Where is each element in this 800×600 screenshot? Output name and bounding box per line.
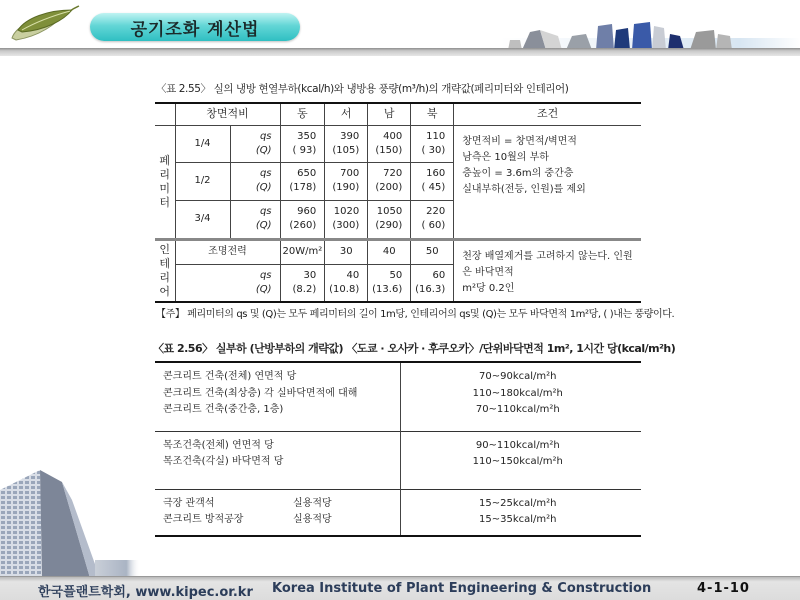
- qs-value: 60: [432, 269, 446, 281]
- load-value-cell: [400, 362, 641, 431]
- qs-value: 1050: [376, 206, 403, 217]
- society-name: 한국플랜트학회, www.kipec.or.kr: [38, 585, 253, 600]
- lighting-value: 20W/m²: [280, 239, 325, 264]
- q-value: (300): [332, 220, 360, 231]
- slide-footer: [0, 576, 800, 600]
- q-value: ( 30): [421, 144, 446, 156]
- table-256-caption: 〈표 2.56〉 실부하 (난방부하의 개략값) 〈도쿄 · 오사카 · 후쿠오카〉/단위바닥면적 1m², 1시간 당(kcal/m²h): [153, 342, 676, 355]
- q-value: (190): [332, 182, 360, 193]
- office-building-image: [0, 470, 140, 578]
- qs-value: 700: [340, 168, 360, 179]
- q-value: ( 93): [292, 144, 317, 156]
- qs-value: 110: [426, 130, 446, 142]
- unit-basis: 실용적당: [293, 497, 332, 509]
- cell-south: [368, 125, 411, 162]
- building-type: 콘크리트 방적공장: [163, 514, 244, 525]
- lighting-value: 40: [368, 239, 411, 264]
- table-256: [155, 361, 641, 537]
- cell-north: [411, 200, 454, 239]
- q-value: (150): [375, 144, 403, 156]
- q-value: (260): [289, 220, 317, 231]
- qs-q-label: [230, 125, 280, 162]
- condition-line: 남측은 10월의 부하: [462, 151, 549, 163]
- label-char: 어: [159, 284, 171, 298]
- window-ratio: 3/4: [175, 200, 230, 239]
- interior-cell: [368, 264, 411, 302]
- load-value: 110~180kcal/m²h: [472, 387, 563, 399]
- institute-name: Korea Institute of Plant Engineering & Construction: [272, 581, 652, 596]
- building-type: 콘크리트 건축(중간층, 1층): [163, 404, 284, 415]
- qs-value: 1020: [333, 206, 360, 217]
- q-value: (178): [289, 182, 317, 193]
- column-header: 동: [280, 103, 325, 125]
- qs-label: qs: [259, 269, 272, 281]
- qs-value: 40: [346, 269, 360, 281]
- cell-south: [368, 162, 411, 200]
- cell-west: [325, 125, 368, 162]
- load-value: 110~150kcal/m²h: [472, 456, 563, 467]
- condition-line: 실내부하(전등, 인원)를 제외: [462, 183, 586, 195]
- perimeter-label: [155, 125, 175, 239]
- column-header: 조건: [454, 103, 641, 125]
- label-char: 리: [159, 270, 171, 284]
- q-value: (105): [332, 144, 360, 156]
- label-char: 리: [159, 167, 171, 181]
- label-char: 인: [159, 242, 171, 256]
- qs-value: 50: [389, 269, 403, 281]
- lighting-value: 50: [411, 239, 454, 264]
- q-value: (290): [375, 220, 403, 231]
- q-label: (Q): [255, 182, 272, 193]
- table-row: [155, 125, 641, 162]
- building-type: 콘크리트 건축(전체) 연면적 당: [163, 371, 297, 382]
- window-ratio: 1/2: [175, 162, 230, 200]
- city-skyline-image: [500, 18, 800, 50]
- cell-east: [280, 125, 325, 162]
- qs-value: 400: [383, 130, 403, 142]
- building-type: 목조건축(각실) 바닥면적 당: [163, 456, 284, 467]
- lighting-value: 30: [325, 239, 368, 264]
- cell-west: [325, 200, 368, 239]
- condition-line: 천장 배열제거를 고려하지 않는다. 인원은 바닥면적: [462, 250, 633, 278]
- table-255-note: 【주】 페리미터의 qs 및 (Q)는 모두 페리미터의 길이 1m당, 인테리어의 qs및 (Q)는 모두 바닥면적 1m²당, ( )내는 풍량이다.: [156, 309, 675, 320]
- table-row: [155, 239, 641, 264]
- label-char: 미: [159, 181, 171, 195]
- condition-line: m²당 0.2인: [462, 282, 515, 294]
- cell-east: [280, 162, 325, 200]
- building-type: 극장 관객석: [163, 497, 215, 509]
- interior-label: [155, 239, 175, 302]
- column-header: 창면적비: [175, 103, 280, 125]
- building-type-line: [163, 496, 394, 513]
- building-type-line: [163, 512, 394, 529]
- unit-basis: 실용적당: [293, 514, 332, 525]
- qs-value: 220: [426, 206, 446, 217]
- q-value: ( 45): [421, 182, 446, 193]
- qs-value: 30: [303, 269, 317, 281]
- table-255: [155, 102, 641, 303]
- q-value: (13.6): [372, 283, 403, 295]
- q-label: (Q): [255, 283, 272, 295]
- cell-north: [411, 125, 454, 162]
- lighting-label: 조명전력: [175, 239, 280, 264]
- q-value: (200): [375, 182, 403, 193]
- table-header-row: [155, 103, 641, 125]
- qs-value: 650: [297, 168, 317, 179]
- header-divider: [0, 48, 800, 56]
- cell-south: [368, 200, 411, 239]
- building-type: 콘크리트 건축(최상층) 각 실바닥면적에 대해: [163, 387, 358, 399]
- slide-header: [0, 0, 800, 58]
- qs-value: 160: [426, 168, 446, 179]
- q-label: (Q): [255, 144, 272, 156]
- q-value: ( 60): [421, 220, 446, 231]
- qs-label: qs: [259, 168, 272, 179]
- column-header: 남: [368, 103, 411, 125]
- load-value-cell: [400, 489, 641, 536]
- table-row-group: [155, 431, 641, 489]
- table-row-group: [155, 362, 641, 431]
- q-value: (8.2): [292, 283, 317, 295]
- q-value: (10.8): [329, 283, 360, 295]
- page-number: 4-1-10: [697, 581, 750, 596]
- load-value: 70~90kcal/m²h: [479, 371, 557, 382]
- cell-east: [280, 200, 325, 239]
- cell-north: [411, 162, 454, 200]
- building-type: 목조건축(전체) 연면적 당: [163, 439, 274, 451]
- table-255-caption: 〈표 2.55〉 실의 냉방 현열부하(kcal/h)와 냉방용 풍량(m³/h)의 개략값(페리미터와 인테리어): [156, 83, 569, 95]
- interior-cell: [280, 264, 325, 302]
- qs-value: 390: [340, 130, 360, 142]
- window-ratio: 1/4: [175, 125, 230, 162]
- corner-cell: [155, 103, 175, 125]
- qs-value: 350: [297, 130, 317, 142]
- q-value: (16.3): [415, 283, 446, 295]
- perimeter-conditions: [454, 125, 641, 239]
- slide-title: 공기조화 계산법: [130, 19, 260, 40]
- qs-q-label: [230, 162, 280, 200]
- label-char: 터: [159, 195, 171, 209]
- column-header: 서: [325, 103, 368, 125]
- load-value: 70~110kcal/m²h: [475, 404, 560, 415]
- cell-west: [325, 162, 368, 200]
- qs-q-label: [230, 200, 280, 239]
- title-banner: [90, 13, 300, 41]
- interior-conditions: [454, 239, 641, 302]
- column-header: 북: [411, 103, 454, 125]
- load-value: 15~35kcal/m²h: [479, 514, 557, 525]
- condition-line: 층높이 = 3.6m의 중간층: [462, 167, 574, 179]
- label-char: 페: [159, 153, 171, 167]
- label-char: 테: [159, 256, 171, 270]
- interior-cell: [411, 264, 454, 302]
- load-value: 90~110kcal/m²h: [475, 439, 560, 451]
- q-label: (Q): [255, 220, 272, 231]
- interior-cell: [325, 264, 368, 302]
- qs-value: 720: [383, 168, 403, 179]
- qs-label: qs: [259, 206, 272, 217]
- table-row-group: [155, 489, 641, 536]
- building-type-cell: [155, 362, 400, 431]
- leaf-logo-icon: [6, 4, 82, 44]
- load-value: 15~25kcal/m²h: [479, 497, 557, 509]
- load-value-cell: [400, 431, 641, 489]
- building-type-cell: [155, 489, 400, 536]
- qs-label: qs: [259, 130, 272, 142]
- condition-line: 창면적비 = 창면적/벽면적: [462, 135, 577, 147]
- building-type-cell: [155, 431, 400, 489]
- qs-q-label: [175, 264, 280, 302]
- qs-value: 960: [297, 206, 317, 217]
